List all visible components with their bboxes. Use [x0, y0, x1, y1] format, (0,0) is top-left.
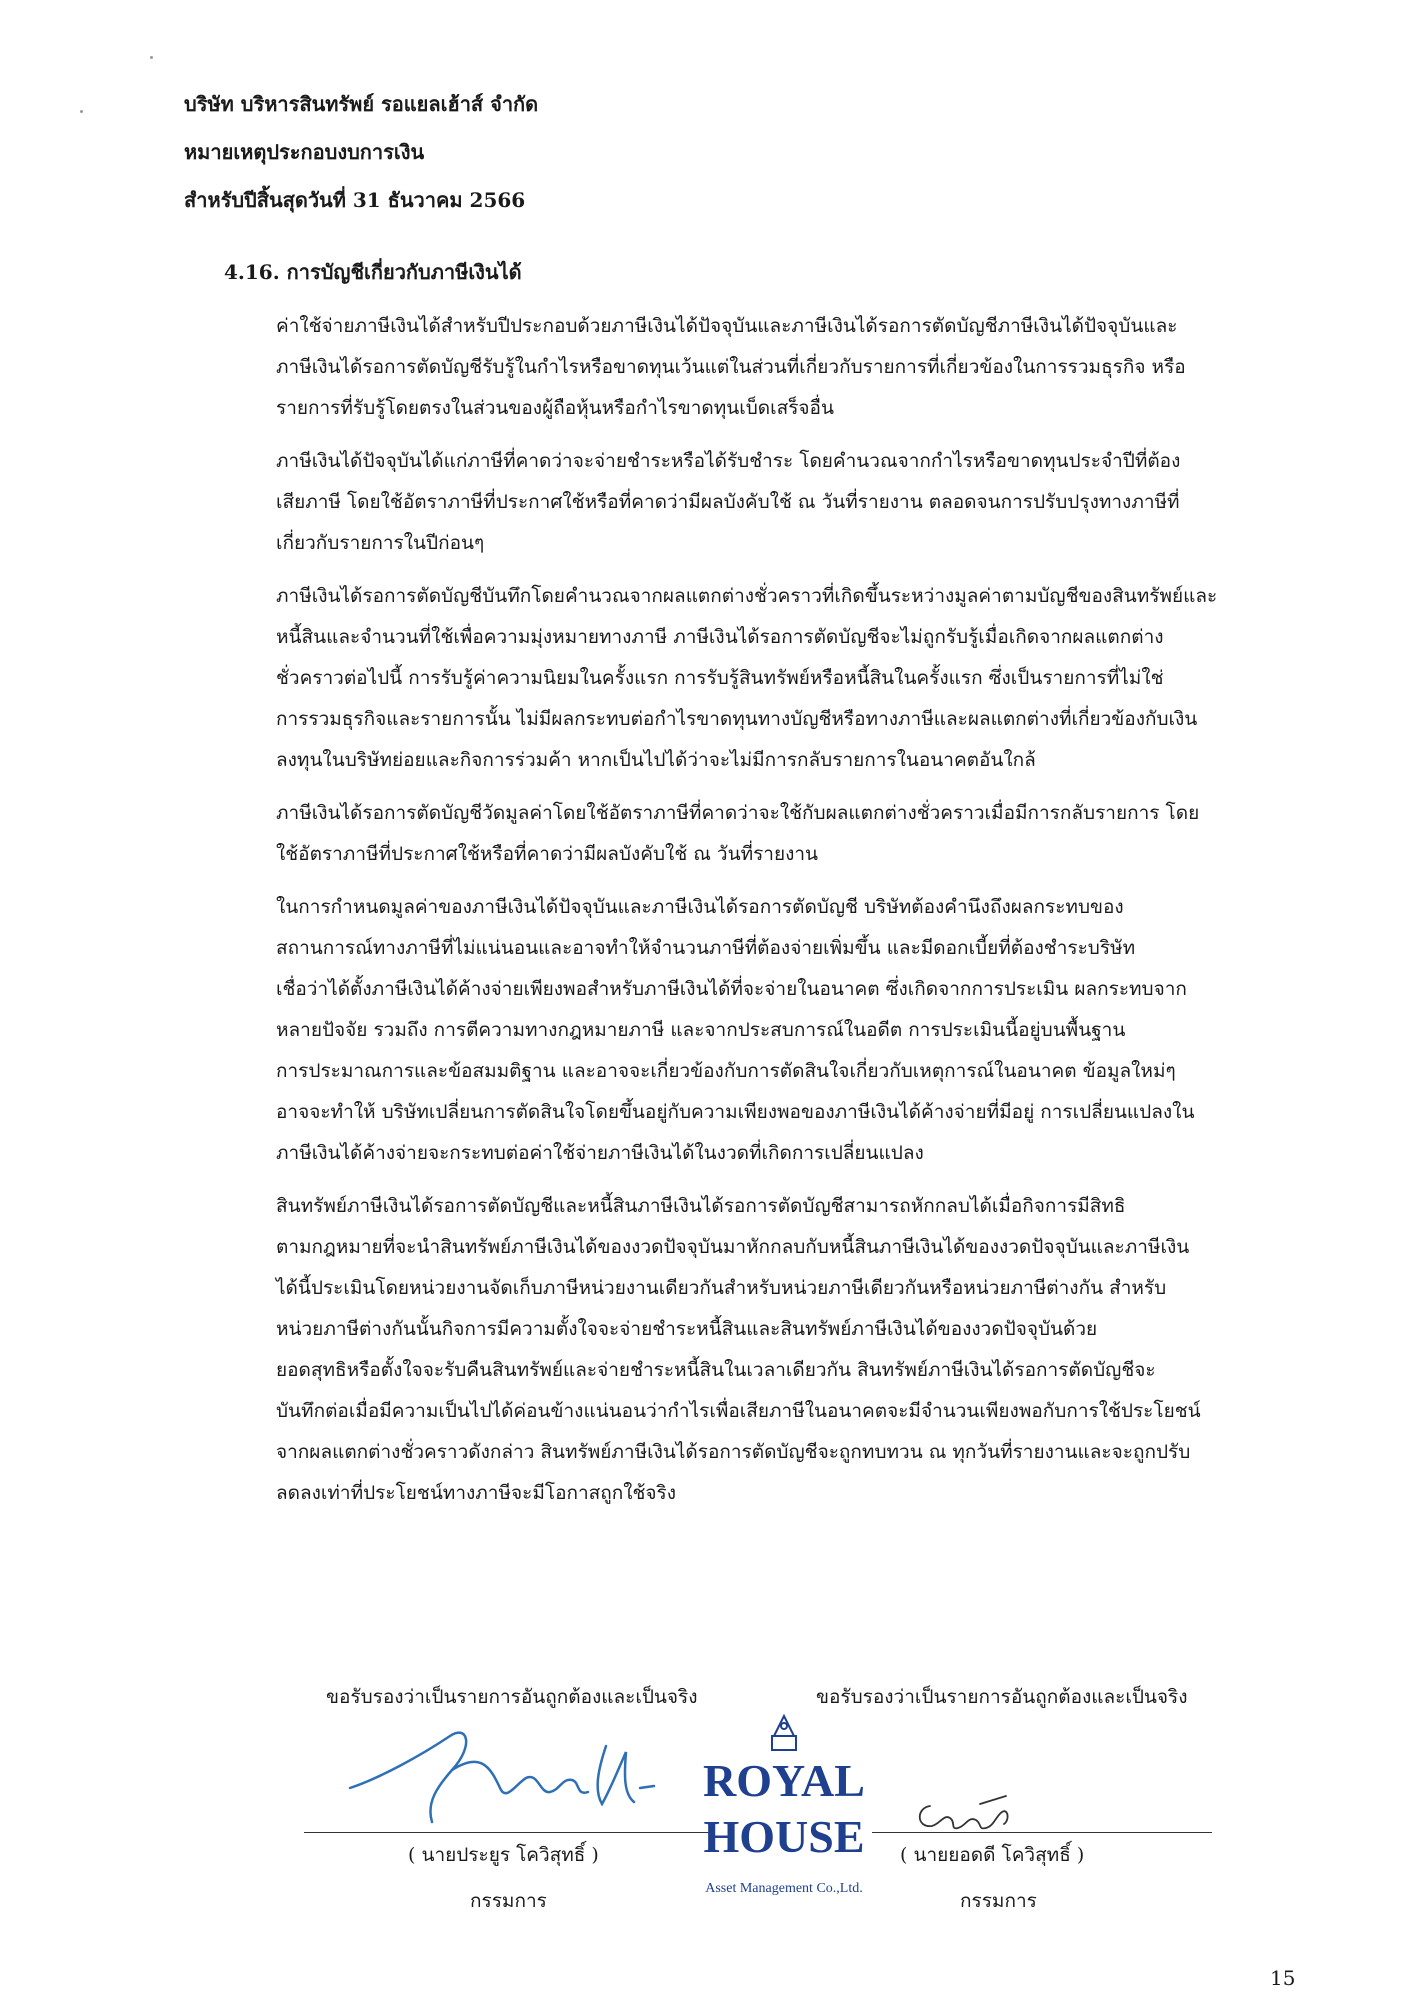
- paragraph-line: ชั่วคราวต่อไปนี้ การรับรู้ค่าความนิยมในครั้งแรก การรับรู้สินทรัพย์หรือหนี้สินในครั้งแรก ซึ่งเป็นรายการที่ไม่ใช่: [276, 667, 1164, 689]
- company-logo: [692, 1708, 872, 1908]
- page-number: 15: [1270, 1966, 1296, 1990]
- right-certify-text: ขอรับรองว่าเป็นรายการอันถูกต้องและเป็นจริง: [816, 1686, 1188, 1708]
- logo-line1: ROYAL: [703, 1755, 865, 1806]
- logo-tagline: Asset Management Co.,Ltd.: [705, 1881, 863, 1896]
- royal-house-emblem: [692, 1708, 872, 1908]
- paragraph-line: การประมาณการและข้อสมมติฐาน และอาจจะเกี่ยวข้องกับการตัดสินใจเกี่ยวกับเหตุการณ์ในอนาคต ข้อมูลใหม่ๆ: [276, 1060, 1176, 1082]
- paragraph-line: เสียภาษี โดยใช้อัตราภาษีที่ประกาศใช้หรือที่คาดว่ามีผลบังคับใช้ ณ วันที่รายงาน ตลอดจนการปรับปรุงทางภาษีที่: [276, 491, 1180, 513]
- paragraph-line: อาจจะทำให้ บริษัทเปลี่ยนการตัดสินใจโดยขึ้นอยู่กับความเพียงพอของภาษีเงินได้ค้างจ่ายที่มีอยู่ การเปลี่ยนแปลงใน: [276, 1101, 1195, 1123]
- left-certify-text: ขอรับรองว่าเป็นรายการอันถูกต้องและเป็นจริง: [326, 1686, 698, 1708]
- paragraph-line: ตามกฎหมายที่จะนำสินทรัพย์ภาษีเงินได้ของงวดปัจจุบันมาหักกลบกับหนี้สินภาษีเงินได้ของงวดปัจจุบันและภาษีเงิน: [276, 1236, 1190, 1258]
- paragraph-line: ค่าใช้จ่ายภาษีเงินได้สำหรับปีประกอบด้วยภาษีเงินได้ปัจจุบันและภาษีเงินได้รอการตัดบัญชีภาษีเงินได้ปัจจุบันและ: [276, 315, 1178, 337]
- paragraph-line: เกี่ยวกับรายการในปีก่อนๆ: [276, 532, 485, 554]
- paragraph-line: ใช้อัตราภาษีที่ประกาศใช้หรือที่คาดว่ามีผลบังคับใช้ ณ วันที่รายงาน: [276, 843, 819, 865]
- paragraph-line: ภาษีเงินได้ค้างจ่ายจะกระทบต่อค่าใช้จ่ายภาษีเงินได้ในงวดที่เกิดการเปลี่ยนแปลง: [276, 1142, 924, 1164]
- paragraph-line: ภาษีเงินได้รอการตัดบัญชีวัดมูลค่าโดยใช้อัตราภาษีที่คาดว่าจะใช้กับผลแตกต่างชั่วคราวเมื่อมีการกลับรายการ โดย: [276, 802, 1200, 824]
- right-signer-title: กรรมการ: [960, 1890, 1037, 1912]
- company-name: บริษัท บริหารสินทรัพย์ รอแยลเฮ้าส์ จำกัด: [184, 92, 539, 116]
- scan-speck: [80, 110, 83, 113]
- paragraph-line: หลายปัจจัย รวมถึง การตีความทางกฎหมายภาษี และจากประสบการณ์ในอดีต การประเมินนี้อยู่บนพื้นฐาน: [276, 1019, 1126, 1041]
- paragraph-line: ภาษีเงินได้รอการตัดบัญชีรับรู้ในกำไรหรือขาดทุนเว้นแต่ในส่วนที่เกี่ยวกับรายการที่เกี่ยวข้องในการรวมธุรกิจ หรือ: [276, 356, 1186, 378]
- paragraph-deferred-measurement: [276, 793, 1298, 875]
- paragraph-deferred-tax: [276, 576, 1298, 781]
- paragraph-line: ยอดสุทธิหรือตั้งใจจะรับคืนสินทรัพย์และจ่ายชำระหนี้สินในเวลาเดียวกัน สินทรัพย์ภาษีเงินได้รอการตัดบัญชีจะ: [276, 1359, 1156, 1381]
- paragraph-line: สถานการณ์ทางภาษีที่ไม่แน่นอนและอาจทำให้จำนวนภาษีที่ต้องจ่ายเพิ่มขึ้น และมีดอกเบี้ยที่ต้องชำระบริษัท: [276, 937, 1136, 959]
- paragraph-line: หน่วยภาษีต่างกันนั้นกิจการมีความตั้งใจจะจ่ายชำระหนี้สินและสินทรัพย์ภาษีเงินได้ของงวดปัจจุบันด้วย: [276, 1318, 1098, 1340]
- notes-title: หมายเหตุประกอบงบการเงิน: [184, 140, 425, 164]
- paragraph-line: จากผลแตกต่างชั่วคราวดังกล่าว สินทรัพย์ภาษีเงินได้รอการตัดบัญชีจะถูกทบทวน ณ ทุกวันที่รายงานและจะถูกปรับ: [276, 1441, 1191, 1463]
- paragraph-line: เชื่อว่าได้ตั้งภาษีเงินได้ค้างจ่ายเพียงพอสำหรับภาษีเงินได้ที่จะจ่ายในอนาคต ซึ่งเกิดจากการประเมิน ผลกระทบจาก: [276, 978, 1187, 1000]
- paragraph-tax-expense: [276, 306, 1298, 429]
- paragraph-line: หนี้สินและจำนวนที่ใช้เพื่อความมุ่งหมายทางภาษี ภาษีเงินได้รอการตัดบัญชีจะไม่ถูกรับรู้เมื่อเกิดจากผลแตกต่าง: [276, 626, 1164, 648]
- paragraph-line: ได้นี้ประเมินโดยหน่วยงานจัดเก็บภาษีหน่วยงานเดียวกันสำหรับหน่วยภาษีเดียวกันหรือหน่วยภาษีต่างกัน สำหรับ: [276, 1277, 1167, 1299]
- left-signature-scribble: [340, 1718, 660, 1834]
- left-signer-name: ( นายประยูร โควิสุทธิ์ ): [408, 1844, 599, 1866]
- paragraph-line: รายการที่รับรู้โดยตรงในส่วนของผู้ถือหุ้นหรือกำไรขาดทุนเบ็ดเสร็จอื่น: [276, 397, 834, 419]
- paragraph-line: ภาษีเงินได้รอการตัดบัญชีบันทึกโดยคำนวณจากผลแตกต่างชั่วคราวที่เกิดขึ้นระหว่างมูลค่าตามบัญชีของสินทรัพย์และ: [276, 585, 1218, 607]
- paragraph-current-tax: [276, 441, 1298, 564]
- right-signature-line: [872, 1832, 1212, 1833]
- notes-body: [276, 306, 1298, 1526]
- left-signature-line: [304, 1832, 714, 1833]
- scan-speck: [150, 56, 153, 59]
- paragraph-line: สินทรัพย์ภาษีเงินได้รอการตัดบัญชีและหนี้สินภาษีเงินได้รอการตัดบัญชีสามารถหักกลบได้เมื่อกิจการมีสิทธิ: [276, 1195, 1126, 1217]
- paragraph-line: ลงทุนในบริษัทย่อยและกิจการร่วมค้า หากเป็นไปได้ว่าจะไม่มีการกลับรายการในอนาคตอันใกล้: [276, 749, 1036, 771]
- paragraph-uncertain-tax: [276, 887, 1298, 1174]
- paragraph-line: การรวมธุรกิจและรายการนั้น ไม่มีผลกระทบต่อกำไรขาดทุนทางบัญชีหรือทางภาษีและผลแตกต่างที่เกี่ยวข้องกับเงิน: [276, 708, 1198, 730]
- paragraph-line: ในการกำหนดมูลค่าของภาษีเงินได้ปัจจุบันและภาษีเงินได้รอการตัดบัญชี บริษัทต้องคำนึงถึงผลกระทบของ: [276, 896, 1124, 918]
- paragraph-line: ภาษีเงินได้ปัจจุบันได้แก่ภาษีที่คาดว่าจะจ่ายชำระหรือได้รับชำระ โดยคำนวณจากกำไรหรือขาดทุนประจำปีที่ต้อง: [276, 450, 1181, 472]
- right-signer-name: ( นายยอดดี โควิสุทธิ์ ): [900, 1844, 1085, 1866]
- paragraph-line: ลดลงเท่าที่ประโยชน์ทางภาษีจะมีโอกาสถูกใช้จริง: [276, 1482, 677, 1504]
- paragraph-offsetting: [276, 1186, 1298, 1514]
- logo-line2: HOUSE: [703, 1811, 865, 1862]
- left-signer-title: กรรมการ: [470, 1890, 547, 1912]
- section-title: 4.16. การบัญชีเกี่ยวกับภาษีเงินได้: [224, 260, 522, 284]
- period-title: สำหรับปีสิ้นสุดวันที่ 31 ธันวาคม 2566: [184, 188, 526, 212]
- paragraph-line: บันทึกต่อเมื่อมีความเป็นไปได้ค่อนข้างแน่นอนว่ากำไรเพื่อเสียภาษีในอนาคตจะมีจำนวนเพียงพอกับการใช้ประโยชน์: [276, 1400, 1201, 1422]
